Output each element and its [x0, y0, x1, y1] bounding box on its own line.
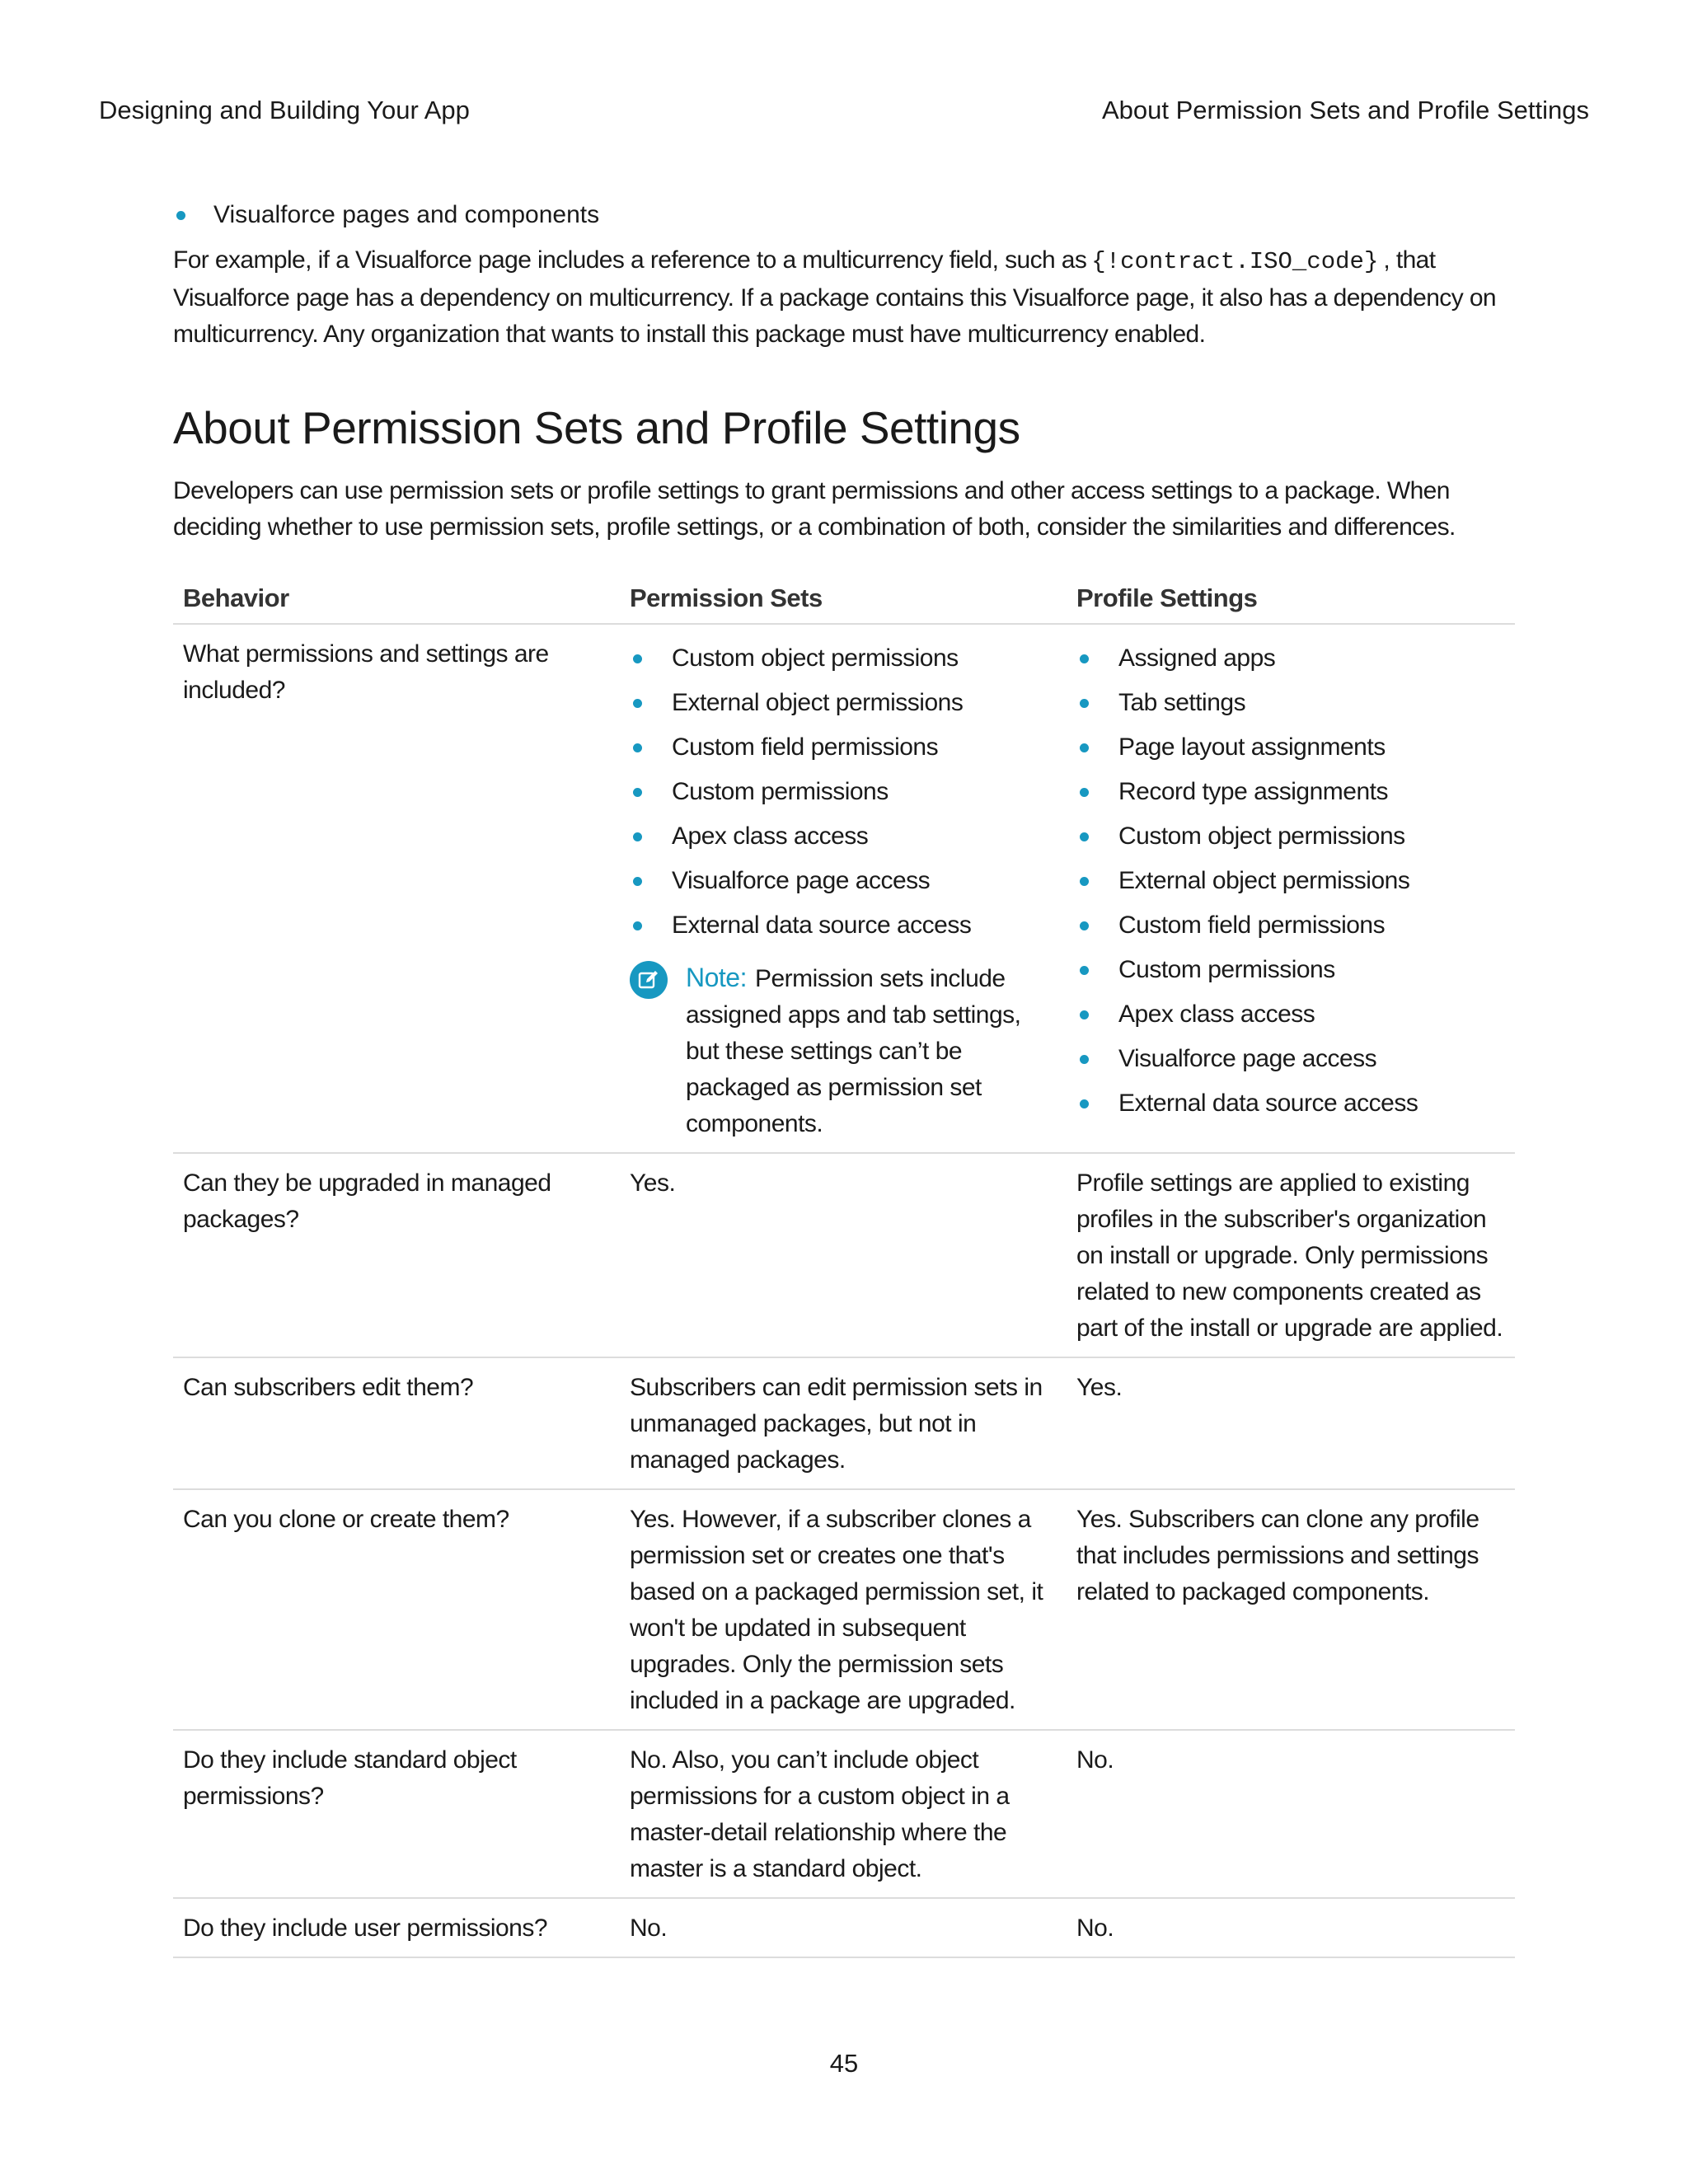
- example-text-before: For example, if a Visualforce page includes a reference to a multicurrency field, such as: [173, 246, 1087, 274]
- list-item-text: Visualforce pages and components: [213, 201, 600, 228]
- bullet-dot-icon: [1080, 921, 1089, 930]
- bullet-dot-icon: [1080, 1010, 1089, 1019]
- list-item-text: Custom object permissions: [1118, 823, 1405, 850]
- list-item: [630, 725, 1057, 770]
- list-item-text: External data source access: [672, 912, 972, 939]
- profile-settings-cell: Yes. Subscribers can clone any profile that includes permissions and settings related to packaged components.: [1067, 1489, 1515, 1730]
- bullet-dot-icon: [633, 877, 642, 886]
- list-item: [1076, 725, 1505, 770]
- note-body: [686, 959, 1057, 1142]
- profile-settings-cell: No.: [1067, 1730, 1515, 1898]
- behavior-cell: Can you clone or create them?: [173, 1489, 620, 1730]
- list-item: [1076, 681, 1505, 725]
- permission-sets-cell: No. Also, you can’t include object permissions for a custom object in a master-detail relationship where the master is a standard object.: [620, 1730, 1067, 1898]
- list-item: [1076, 1081, 1505, 1126]
- comparison-table: [173, 574, 1515, 1958]
- column-header-behavior: Behavior: [173, 574, 620, 624]
- permission-sets-list: [630, 636, 1057, 948]
- column-header-permission-sets: Permission Sets: [620, 574, 1067, 624]
- list-item: [630, 859, 1057, 903]
- list-item-text: External object permissions: [1118, 867, 1410, 894]
- list-item-text: Apex class access: [672, 823, 869, 850]
- list-item: [630, 814, 1057, 859]
- list-item-text: Visualforce page access: [1118, 1045, 1377, 1072]
- list-item-text: External object permissions: [672, 689, 964, 716]
- list-item-text: Apex class access: [1118, 1001, 1315, 1028]
- profile-settings-cell: [1067, 624, 1515, 1153]
- list-item: [1076, 992, 1505, 1037]
- list-item-text: Record type assignments: [1118, 778, 1388, 805]
- bullet-dot-icon: [1080, 699, 1089, 708]
- list-item: [176, 196, 1515, 234]
- behavior-cell: Do they include standard object permissions?: [173, 1730, 620, 1898]
- bullet-dot-icon: [1080, 877, 1089, 886]
- bullet-dot-icon: [633, 699, 642, 708]
- list-item: [1076, 814, 1505, 859]
- list-item-text: Assigned apps: [1118, 644, 1276, 672]
- list-item-text: Visualforce page access: [672, 867, 931, 894]
- section-running-title: About Permission Sets and Profile Settings: [1101, 96, 1589, 124]
- list-item: [1076, 859, 1505, 903]
- list-item: [1076, 903, 1505, 948]
- example-text-after: , that Visualforce page has a dependency on multicurrency. If a package contains this Visualforce page, it also has a dependency on multicurrency. Any organization that wants to install this package must have multicurrency enabled.: [173, 246, 1497, 348]
- table-row: [173, 1898, 1515, 1957]
- bullet-dot-icon: [633, 743, 642, 752]
- behavior-cell: Do they include user permissions?: [173, 1898, 620, 1957]
- running-header: [99, 96, 1589, 132]
- table-row: [173, 1153, 1515, 1357]
- list-item: [630, 903, 1057, 948]
- section-title: About Permission Sets and Profile Settings: [173, 402, 1020, 453]
- permission-sets-cell: [620, 624, 1067, 1153]
- section-intro: Developers can use permission sets or profile settings to grant permissions and other access settings to a package. When deciding whether to use permission sets, profile settings, or a combination of both, consider the similarities and differences.: [173, 477, 1456, 541]
- list-item-text: Custom permissions: [672, 778, 889, 805]
- profile-settings-list: [1076, 636, 1505, 1126]
- list-item: [630, 636, 1057, 681]
- example-paragraph: [173, 242, 1515, 353]
- bullet-dot-icon: [1080, 788, 1089, 797]
- page-number: 45: [829, 2049, 859, 2078]
- bullet-dot-icon: [176, 211, 185, 220]
- list-item: [1076, 770, 1505, 814]
- permission-sets-cell: Yes. However, if a subscriber clones a permission set or creates one that's based on a packaged permission set, it won't be updated in subsequent upgrades. Only the permission sets included in a package are upgraded.: [620, 1489, 1067, 1730]
- chapter-title: Designing and Building Your App: [99, 96, 470, 124]
- list-item-text: Page layout assignments: [1118, 733, 1386, 761]
- profile-settings-cell: No.: [1067, 1898, 1515, 1957]
- note-text: Permission sets include assigned apps and tab settings, but these settings can’t be packaged as permission set components.: [686, 965, 1021, 1137]
- permission-sets-cell: Yes.: [620, 1153, 1067, 1357]
- permission-sets-cell: Subscribers can edit permission sets in unmanaged packages, but not in managed packages.: [620, 1357, 1067, 1489]
- bullet-dot-icon: [633, 921, 642, 930]
- behavior-cell: What permissions and settings are included?: [173, 624, 620, 1153]
- bullet-dot-icon: [633, 832, 642, 841]
- column-header-profile-settings: Profile Settings: [1067, 574, 1515, 624]
- permission-sets-cell: No.: [620, 1898, 1067, 1957]
- table-row: [173, 1357, 1515, 1489]
- list-item-text: External data source access: [1118, 1090, 1418, 1117]
- bullet-dot-icon: [1080, 1099, 1089, 1108]
- page-content: [173, 196, 1515, 1958]
- bullet-dot-icon: [1080, 654, 1089, 663]
- behavior-cell: Can subscribers edit them?: [173, 1357, 620, 1489]
- table-row: [173, 1730, 1515, 1898]
- table-row: [173, 624, 1515, 1153]
- list-item: [630, 770, 1057, 814]
- list-item: [630, 681, 1057, 725]
- bullet-dot-icon: [633, 654, 642, 663]
- note-label: Note:: [686, 963, 747, 992]
- list-item: [1076, 948, 1505, 992]
- note-edit-icon: [630, 961, 668, 999]
- bullet-dot-icon: [1080, 1055, 1089, 1064]
- note-callout: [630, 959, 1057, 1142]
- bullet-dot-icon: [633, 788, 642, 797]
- list-item: [1076, 636, 1505, 681]
- list-item-text: Custom permissions: [1118, 956, 1335, 983]
- bullet-dot-icon: [1080, 966, 1089, 975]
- table-header-row: [173, 574, 1515, 624]
- list-item-text: Custom object permissions: [672, 644, 959, 672]
- behavior-cell: Can they be upgraded in managed packages?: [173, 1153, 620, 1357]
- profile-settings-cell: Yes.: [1067, 1357, 1515, 1489]
- list-item: [1076, 1037, 1505, 1081]
- list-item-text: Custom field permissions: [672, 733, 939, 761]
- bullet-dot-icon: [1080, 832, 1089, 841]
- table-row: [173, 1489, 1515, 1730]
- code-snippet: {!contract.ISO_code}: [1091, 248, 1379, 275]
- list-item-text: Tab settings: [1118, 689, 1246, 716]
- list-item-text: Custom field permissions: [1118, 912, 1386, 939]
- bullet-dot-icon: [1080, 743, 1089, 752]
- profile-settings-cell: Profile settings are applied to existing profiles in the subscriber's organization on install or upgrade. Only permissions related to new components created as part of the install or upgrade are applied.: [1067, 1153, 1515, 1357]
